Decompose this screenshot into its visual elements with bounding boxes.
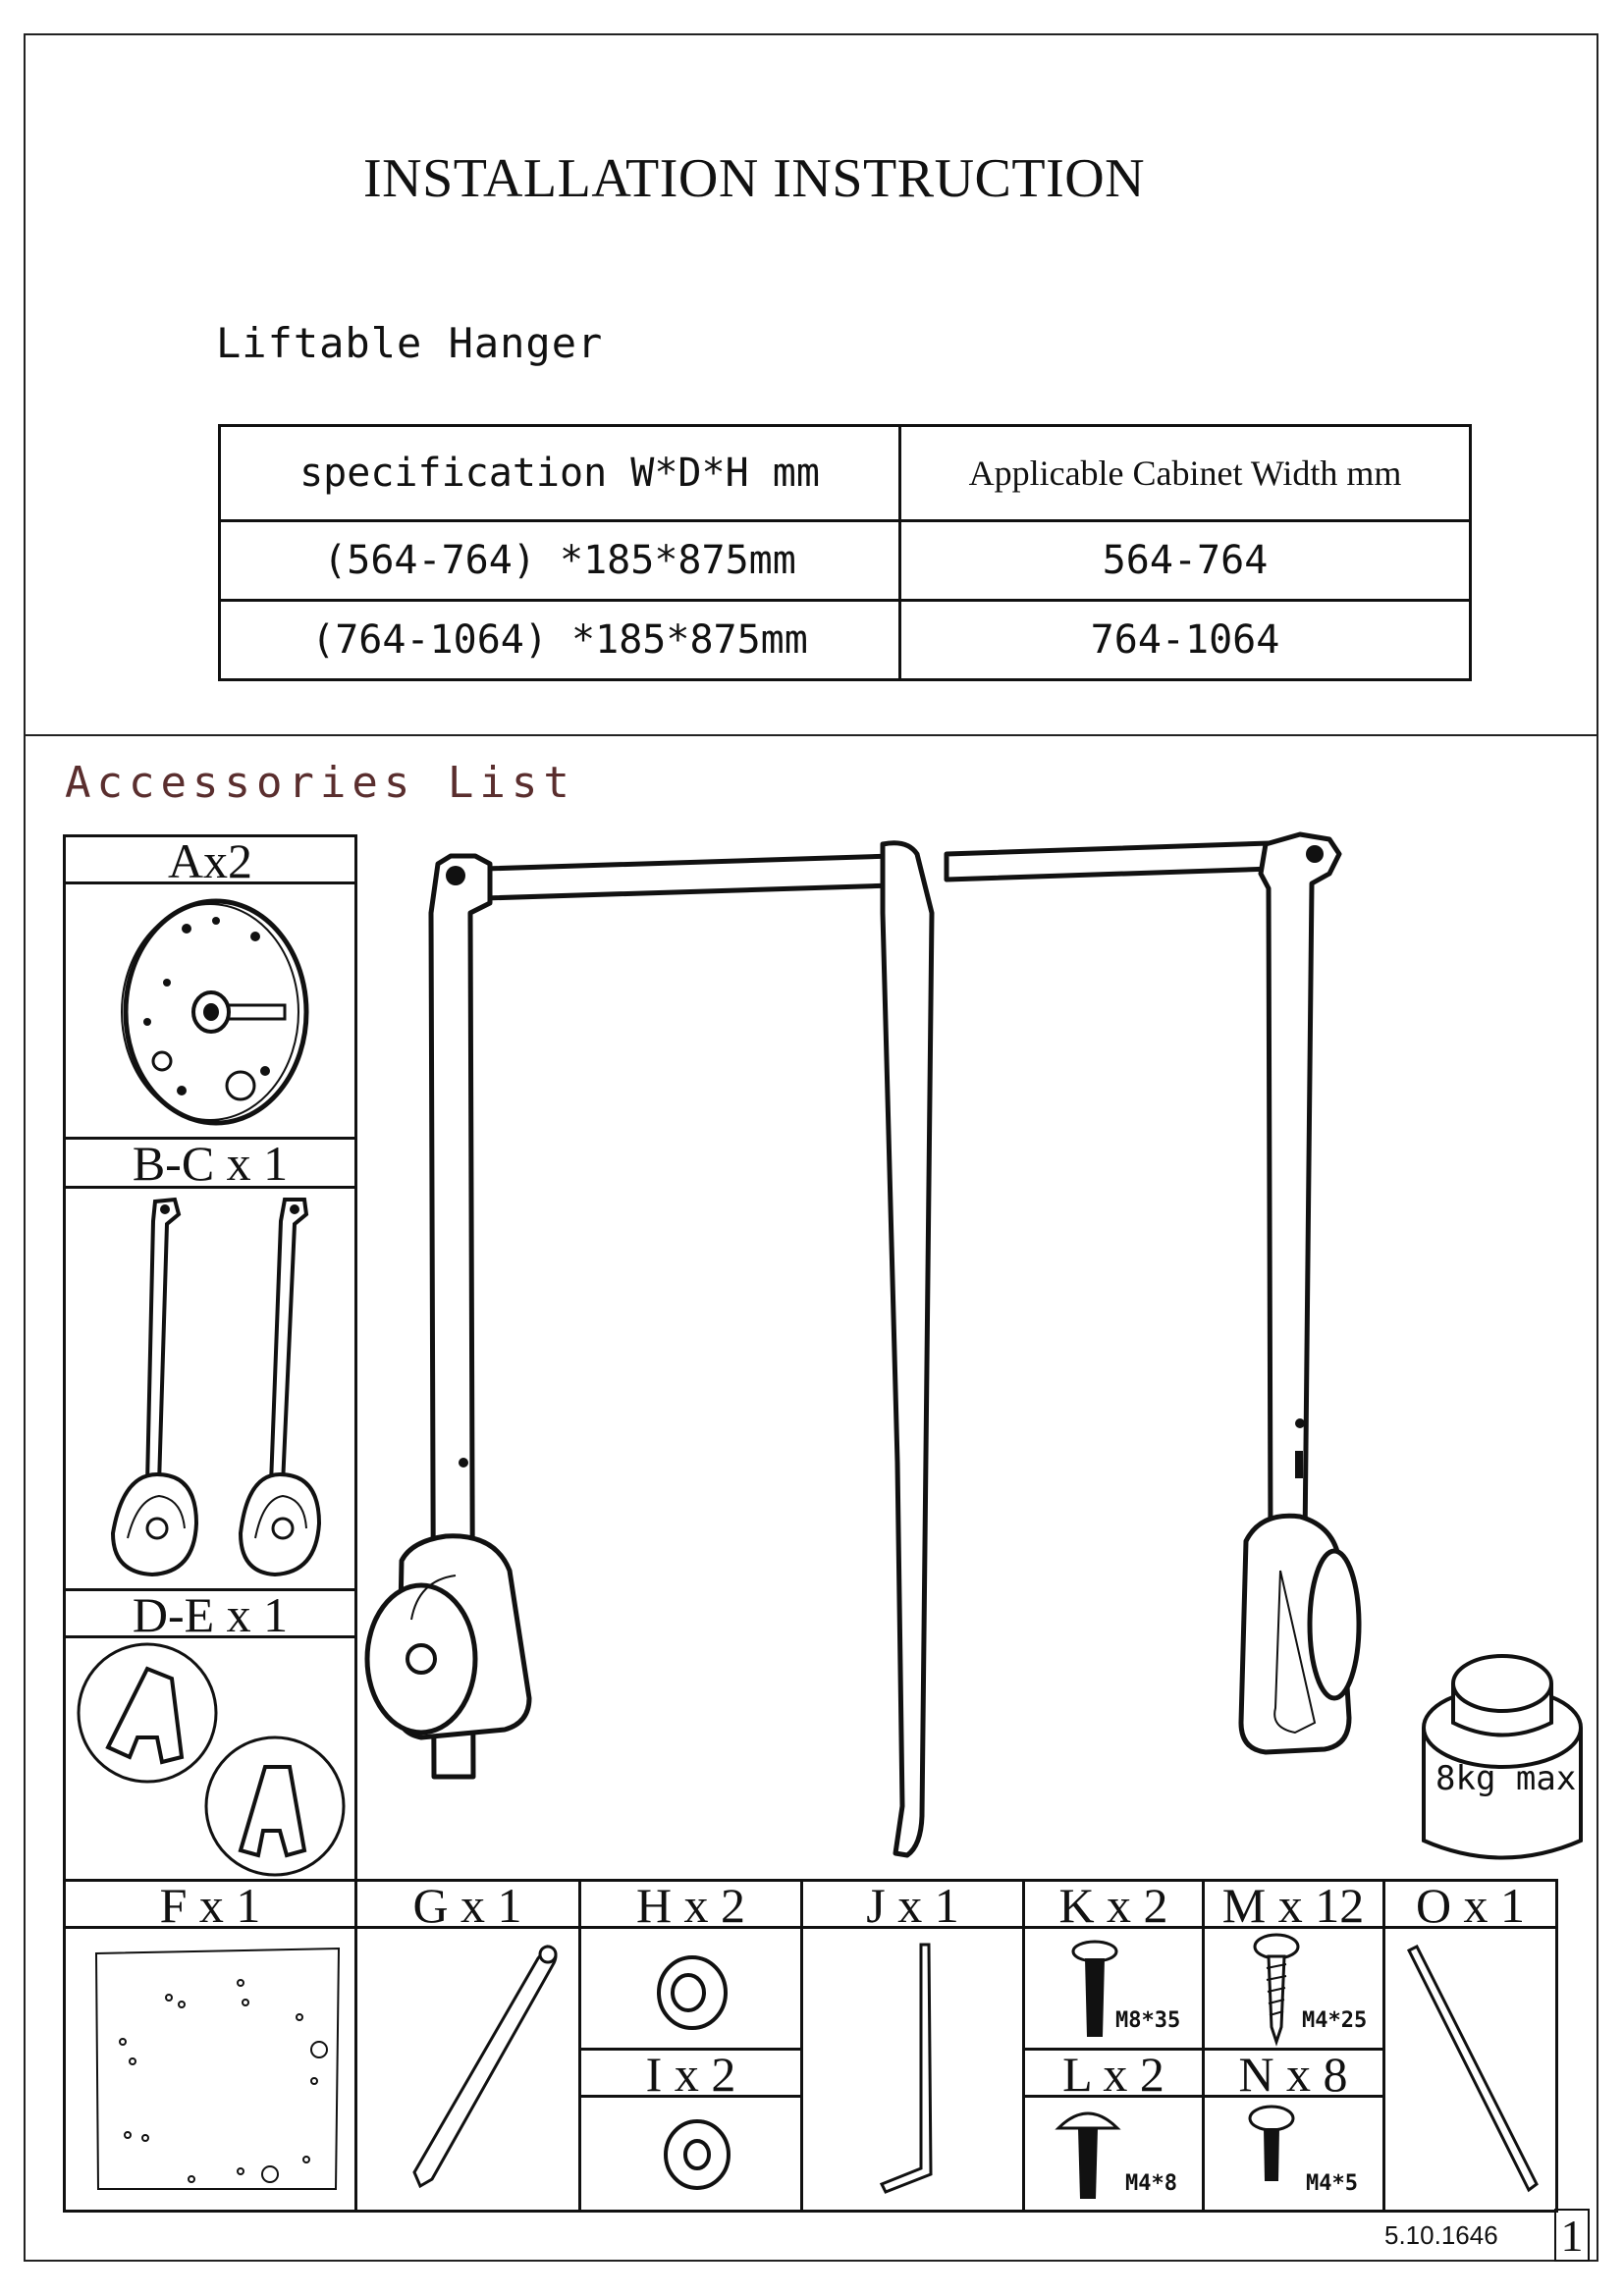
accessories-title: Accessories List — [65, 758, 575, 808]
table-row — [220, 601, 1471, 680]
page-number: 1 — [1554, 2209, 1590, 2262]
grid-line — [63, 834, 66, 1879]
spec-table-header-row — [220, 426, 1471, 521]
table-row — [220, 521, 1471, 601]
wand-illustration — [373, 1939, 569, 2204]
screw-size-n: M4*5 — [1306, 2171, 1358, 2196]
spec-cell: (764-1064) *185*875mm — [220, 601, 900, 680]
accessory-label-f: F x 1 — [159, 1878, 261, 1933]
accessory-label-n: N x 8 — [1238, 2047, 1348, 2102]
accessory-label-g: G x 1 — [412, 1878, 522, 1933]
accessory-label-m: M x 12 — [1221, 1878, 1365, 1933]
screw-n-illustration — [1237, 2101, 1306, 2204]
grid-line — [63, 2210, 1558, 2213]
product-name: Liftable Hanger — [216, 319, 604, 367]
accessory-label-de: D-E x 1 — [132, 1587, 289, 1642]
accessory-label-h: H x 2 — [635, 1878, 746, 1933]
accessory-label-j: J x 1 — [866, 1878, 959, 1933]
arms-illustration — [98, 1190, 334, 1582]
washer-illustration — [648, 2110, 746, 2199]
accessory-label-k: K x 2 — [1058, 1878, 1168, 1933]
screw-m-illustration — [1242, 1929, 1311, 2047]
section-divider — [24, 734, 1598, 736]
rod-illustration — [1399, 1939, 1546, 2204]
spec-column-header: specification W*D*H mm — [220, 426, 900, 521]
screw-size-m: M4*25 — [1302, 2008, 1368, 2033]
accessory-label-bc: B-C x 1 — [132, 1136, 289, 1191]
accessory-label-o: O x 1 — [1415, 1878, 1526, 1933]
screw-size-k: M8*35 — [1115, 2008, 1181, 2033]
cap-illustration — [643, 1949, 741, 2037]
hex-key-illustration — [854, 1939, 972, 2204]
page-title: INSTALLATION INSTRUCTION — [363, 148, 1146, 209]
cabinet-width-column-header: Applicable Cabinet Width mm — [900, 426, 1471, 521]
bolt-k-illustration — [1060, 1934, 1129, 2047]
spec-table — [218, 424, 1472, 681]
covers-illustration — [69, 1639, 353, 1879]
cabinet-width-cell: 764-1064 — [900, 601, 1471, 680]
cabinet-width-cell: 564-764 — [900, 521, 1471, 601]
accessory-label-i: I x 2 — [645, 2047, 736, 2102]
accessory-label-l: L x 2 — [1062, 2047, 1164, 2102]
spec-cell: (564-764) *185*875mm — [220, 521, 900, 601]
screw-size-l: M4*8 — [1125, 2171, 1177, 2196]
accessory-label-a: Ax2 — [167, 833, 253, 888]
paper-template-illustration — [88, 1944, 344, 2199]
bolt-l-illustration — [1049, 2101, 1127, 2204]
assembly-illustration — [357, 795, 1437, 1885]
weight-label: 8kg max — [1435, 1759, 1577, 1798]
document-number: 5.10.1646 — [1384, 2220, 1498, 2250]
weight-illustration — [1414, 1629, 1591, 1875]
mounting-plate-illustration — [108, 889, 324, 1135]
